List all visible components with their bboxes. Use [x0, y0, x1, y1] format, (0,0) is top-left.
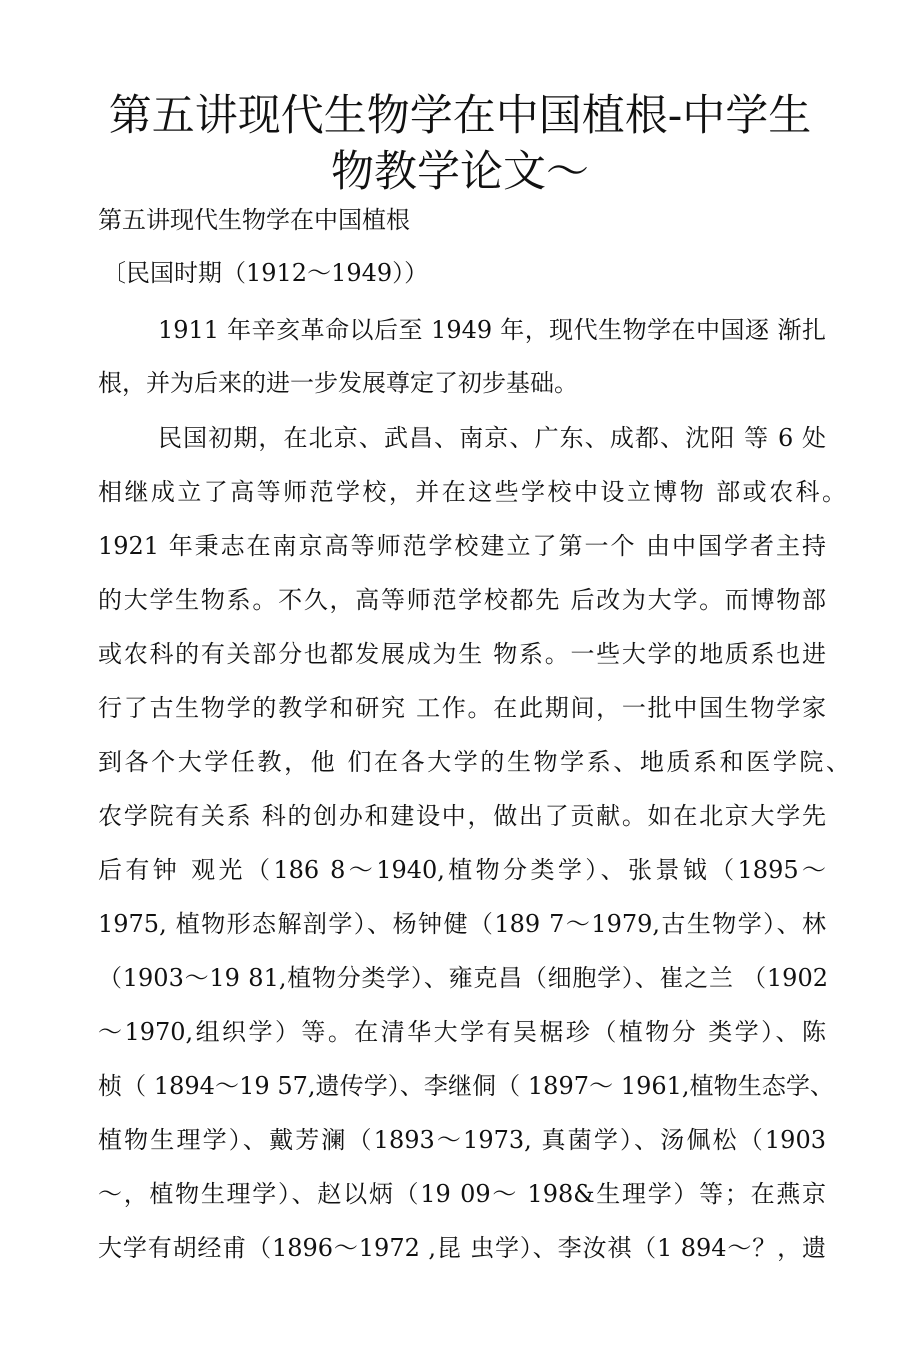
- document-title-line-2: 物教学论文～: [331, 147, 589, 197]
- paragraph-2-line-16: 大学有胡经甫（1896～1972 ,昆 虫学）、李汝祺（1 894～？，遗: [98, 1234, 826, 1262]
- paragraph-2-line-5: 或农科的有关部分也都发展成为生 物系。一些大学的地质系也进: [98, 640, 826, 668]
- paragraph-2-line-1: 民国初期，在北京、武昌、南京、广东、成都、沈阳 等 6 处: [158, 424, 826, 452]
- paragraph-2-line-12: ～1970,组织学）等。在清华大学有吴椐珍（植物分 类学）、陈: [98, 1018, 826, 1046]
- paragraph-2-line-8: 农学院有关系 科的创办和建设中，做出了贡献。如在北京大学先: [98, 802, 826, 830]
- paragraph-2-line-2: 相继成立了高等师范学校，并在这些学校中设立博物 部或农科。: [98, 478, 846, 506]
- paragraph-1-line-2: 根，并为后来的进一步发展尊定了初步基础。: [98, 369, 578, 397]
- section-heading: 〔民国时期（1912～1949））: [102, 259, 429, 287]
- document-title-line-1: 第五讲现代生物学在中国植根-中学生: [108, 91, 812, 141]
- paragraph-2-line-7: 到各个大学任教，他 们在各大学的生物学系、地质系和医学院、: [98, 748, 850, 776]
- paragraph-2-line-14: 植物生理学）、戴芳澜（1893～1973, 真菌学）、汤佩松（1903: [98, 1126, 826, 1154]
- paragraph-2-line-13: 桢（ 1894～19 57,遗传学）、李继侗（ 1897～ 1961,植物生态学、: [98, 1072, 834, 1100]
- paragraph-2-line-3: 1921 年秉志在南京高等师范学校建立了第一个 由中国学者主持: [98, 532, 826, 560]
- paragraph-1-line-1: 1911 年辛亥革命以后至 1949 年，现代生物学在中国逐 渐扎: [158, 316, 826, 344]
- subtitle: 第五讲现代生物学在中国植根: [98, 206, 410, 234]
- paragraph-2-line-11: （1903～19 81,植物分类学）、雍克昌（细胞学）、崔之兰 （1902: [98, 964, 828, 992]
- paragraph-2-line-15: ～，植物生理学）、赵以炳（19 09～ 198&生理学）等；在燕京: [98, 1180, 826, 1208]
- paragraph-2-line-10: 1975, 植物形态解剖学）、杨钟健（189 7～1979,古生物学）、林: [98, 910, 826, 938]
- paragraph-2-line-9: 后有钟 观光（186 8～1940,植物分类学）、张景钺（1895～: [98, 856, 826, 884]
- paragraph-2-line-4: 的大学生物系。不久，高等师范学校都先 后改为大学。而博物部: [98, 586, 826, 614]
- paragraph-2-line-6: 行了古生物学的教学和研究 工作。在此期间，一批中国生物学家: [98, 694, 826, 722]
